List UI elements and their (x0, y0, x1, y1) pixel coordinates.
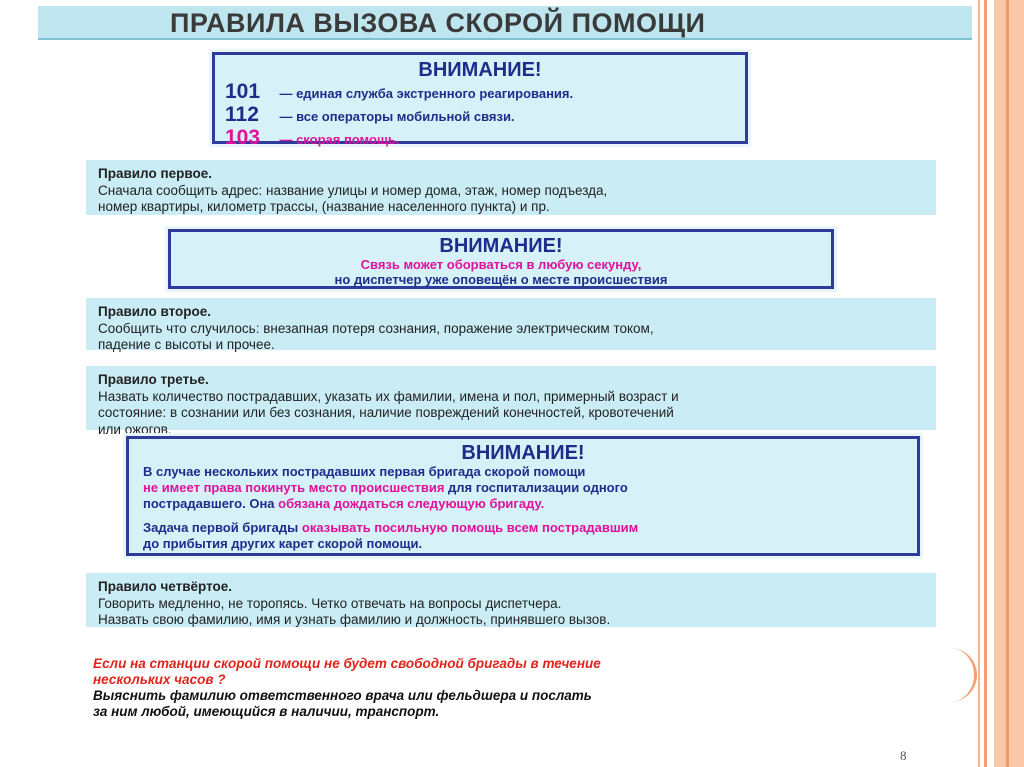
rule-three-title: Правило третье. (98, 372, 209, 387)
rule-two-panel (86, 298, 936, 350)
rule-four-text-2: Назвать свою фамилию, имя и узнать фамилию и должность, принявшего вызов. (98, 612, 611, 627)
footer-note (93, 656, 601, 720)
attention-task-line-1-highlight: оказывать посильную помощь всем пострадавшим (301, 520, 639, 535)
decor-rail-thin-2 (984, 0, 987, 767)
attention-connection-line-2: но диспетчер уже оповещён о месте происшествия (334, 272, 668, 287)
attention-task-line-1: Задача первой бригады (143, 520, 302, 535)
rule-one-text-2: номер квартиры, километр трассы, (название населенного пункта) и пр. (98, 199, 550, 214)
attention-victims-line-3: пострадавшего. Она (143, 496, 279, 511)
attention-heading: ВНИМАНИЕ! (418, 59, 542, 81)
rule-one-text-1: Сначала сообщить адрес: название улицы и номер дома, этаж, номер подъезда, (98, 182, 608, 198)
page-number: 8 (900, 748, 907, 763)
rule-two-title: Правило второе. (98, 304, 212, 319)
number-row-101 (225, 81, 735, 104)
page-title: ПРАВИЛА ВЫЗОВА СКОРОЙ ПОМОЩИ (38, 6, 972, 40)
attention-connection-line-1: Связь может оборваться в любую секунду, (360, 257, 642, 272)
number-101: 101 (225, 80, 261, 103)
attention-heading: ВНИМАНИЕ! (461, 442, 585, 464)
attention-victims-paragraph-1 (143, 464, 903, 512)
decor-rail-wide (994, 0, 1024, 767)
rule-one-title: Правило первое. (98, 166, 212, 181)
rule-one-panel (86, 160, 936, 215)
rule-four-title: Правило четвёртое. (98, 579, 233, 594)
number-101-text: — единая служба экстренного реагирования. (279, 86, 574, 101)
decor-rail-accent (1006, 0, 1009, 767)
rule-three-panel (86, 366, 936, 437)
attention-box-emergency-numbers (212, 52, 748, 149)
number-103: 103 (225, 126, 261, 149)
rule-three-text-2: состояние: в сознании или без сознания, наличие повреждений конечностей, кровотечений (98, 405, 674, 420)
attention-victims-line-1: В случае нескольких пострадавших первая бригада скорой помощи (143, 464, 586, 479)
attention-victims-paragraph-2 (143, 520, 903, 552)
attention-heading: ВНИМАНИЕ! (439, 235, 563, 257)
number-row-103 (225, 127, 735, 150)
rule-four-panel (86, 573, 936, 627)
decor-rail-thin-1 (978, 0, 980, 767)
number-112: 112 (225, 103, 259, 126)
rule-four-text-1: Говорить медленно, не торопясь. Четко отвечать на вопросы диспетчера. (98, 595, 562, 611)
footer-question-1: Если на станции скорой помощи не будет свободной бригады в течение (93, 656, 601, 671)
footer-question-2: нескольких часов ? (93, 672, 226, 687)
attention-victims-line-3-highlight: обязана дождаться следующую бригаду. (278, 496, 545, 511)
attention-victims-line-2: для госпитализации одного (444, 480, 628, 495)
number-row-112 (225, 104, 735, 127)
rule-three-text-1: Назвать количество пострадавших, указать их фамилии, имена и пол, примерный возраст и (98, 388, 679, 404)
number-112-text: — все операторы мобильной связи. (279, 109, 515, 124)
footer-answer-1: Выяснить фамилию ответственного врача или фельдшера и послать (93, 688, 592, 703)
number-103-text: — скорая помощь. (279, 132, 400, 147)
attention-box-connection (168, 229, 834, 289)
rule-two-text-1: Сообщить что случилось: внезапная потеря сознания, поражение электрическим током, (98, 320, 654, 336)
attention-victims-line-2-highlight: не имеет права покинуть место происшествия (143, 480, 445, 495)
footer-answer-2: за ним любой, имеющийся в наличии, транспорт. (93, 704, 440, 719)
attention-task-line-2: до прибытия других карет скорой помощи. (143, 536, 423, 551)
rule-two-text-2: падение с высоты и прочее. (98, 337, 275, 352)
decor-arc (930, 648, 977, 702)
rule-three-text-3: или ожогов. (98, 421, 172, 437)
attention-box-multiple-victims (126, 436, 920, 556)
